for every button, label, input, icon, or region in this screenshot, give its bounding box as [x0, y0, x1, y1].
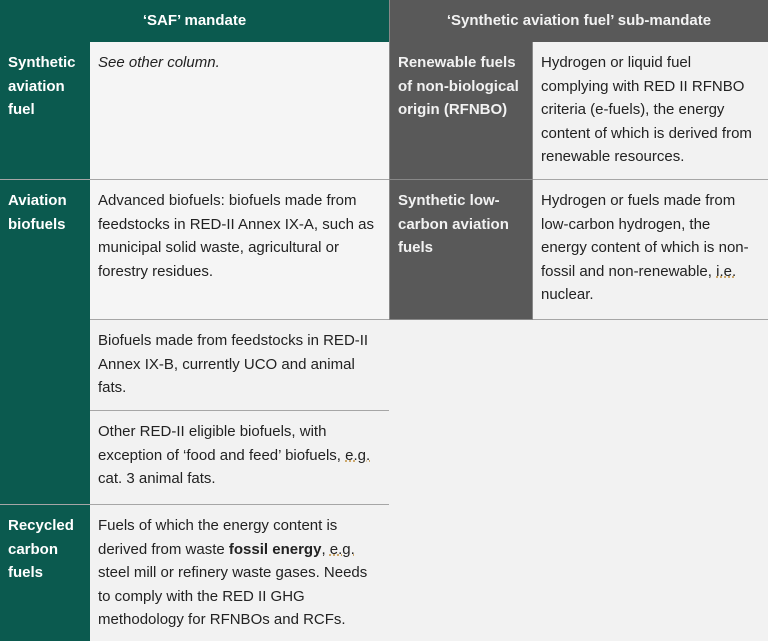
desc-eg: e.g.: [345, 446, 371, 464]
desc-text: Hydrogen or fuels made from low-carbon hydrogen, the energy content of which is non-fossil and non-renewable,: [541, 192, 749, 280]
other-biofuels-desc: [90, 411, 389, 505]
desc-text-end: cat. 3 animal fats.: [98, 470, 216, 487]
row-label-synthetic-low-carbon: Synthetic low-carbon aviation fuels: [389, 180, 533, 320]
saf-mandate-header: ‘SAF’ mandate: [0, 0, 389, 42]
row-label-aviation-biofuels: Aviation biofuels: [0, 180, 90, 505]
recycled-carbon-fuels-desc: [90, 505, 389, 641]
desc-a: Fuels of which the energy content is derived from waste: [98, 517, 338, 558]
advanced-biofuels-desc: Advanced biofuels: biofuels made from feedstocks in RED-II Annex IX-A, such as municipal solid waste, agricultural or forestry residues.: [90, 180, 389, 320]
desc-text: Other RED-II eligible biofuels, with exception of ‘food and feed’ biofuels,: [98, 423, 341, 464]
row-label-rfnbo: Renewable fuels of non-biological origin (RFNBO): [389, 42, 533, 180]
synthetic-aviation-fuel-desc: See other column.: [90, 42, 389, 180]
desc-bold: fossil energy: [228, 540, 322, 558]
desc-b: ,: [321, 540, 330, 558]
row-label-recycled-carbon-fuels: Recycled carbon fuels: [0, 505, 90, 641]
desc-end: nuclear.: [541, 286, 594, 303]
synthetic-low-carbon-desc: [533, 180, 768, 320]
desc-c: steel mill or refinery waste gases. Needs to comply with the RED II GHG methodology for RFNBOs and RCFs.: [98, 564, 368, 628]
annex-ixb-biofuels-desc: Biofuels made from feedstocks in RED-II Annex IX-B, currently UCO and animal fats.: [90, 320, 389, 411]
desc-eg: e.g.: [329, 540, 355, 558]
rfnbo-desc: Hydrogen or liquid fuel complying with RED II RFNBO criteria (e-fuels), the energy content of which is derived from renewable resources.: [533, 42, 768, 180]
synthetic-submandate-header: ‘Synthetic aviation fuel’ sub-mandate: [389, 0, 768, 42]
desc-ie: i.e.: [716, 262, 737, 280]
row-label-synthetic-aviation-fuel: Synthetic aviation fuel: [0, 42, 90, 180]
